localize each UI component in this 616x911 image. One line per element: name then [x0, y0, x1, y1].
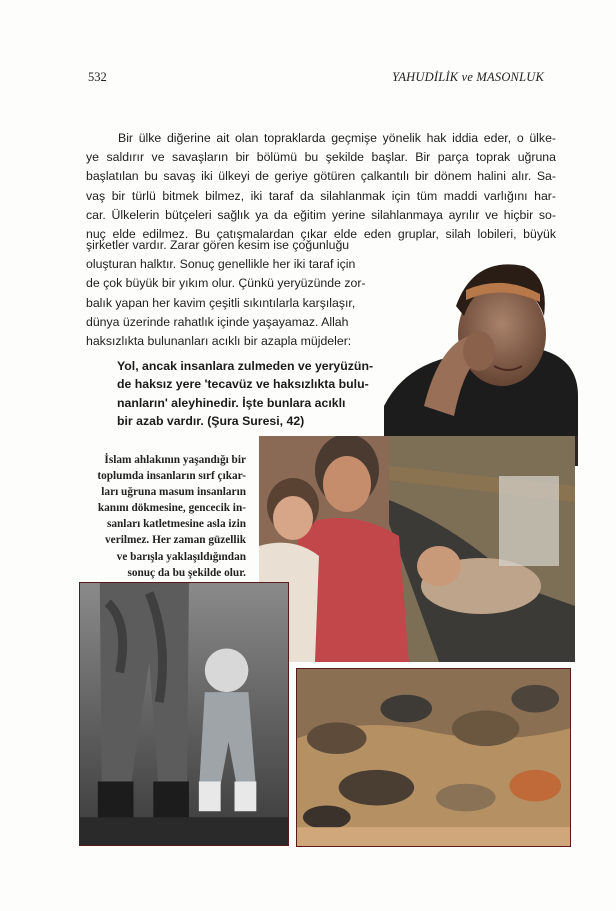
- text-line: nuç elde edilmez. Bu çatışmalardan çıkar elde eden gruplar, silah lobileri, büyük: [86, 227, 556, 242]
- photo-war-rubble: [296, 668, 571, 847]
- text-line: balık yapan her kavim çeşitli sıkıntılarla karşılaşır,: [86, 295, 356, 310]
- photo-grieving-woman: [384, 256, 578, 466]
- text-line: Bir ülke diğerine ait olan topraklarda geçmişe yönelik hak iddia eder, o ülke-: [118, 131, 556, 145]
- caption-line: kanını dökmesine, gencecik in-: [97, 502, 246, 515]
- text-line: de çok büyük bir yıkım olur. Çünkü yeryüzünde zor-: [86, 276, 366, 291]
- photo-soldier-and-child: [79, 582, 289, 846]
- quote-line: nanların' aleyhinedir. İşte bunlara acıklı: [117, 395, 346, 410]
- quote-line: de haksız yere 'tecavüz ve haksızlıkta bulu-: [117, 377, 369, 392]
- caption-line: verilmez. Her zaman güzellik: [105, 534, 246, 547]
- text-line: haksızlıkta bulunanları acıklı bir azapla müjdeler:: [86, 334, 352, 349]
- quote-line: bir azab vardır. (Şura Suresi, 42): [117, 413, 305, 428]
- photo-wounded-family: [259, 436, 575, 662]
- caption-line: ve barışla yaklaşıldığından: [116, 550, 246, 563]
- quote-line: Yol, ancak insanlara zulmeden ve yeryüzün-: [117, 359, 374, 373]
- text-line: şirketler vardır. Zarar gören kesim ise çoğunluğu: [86, 238, 350, 252]
- paragraph-continued: [86, 236, 376, 351]
- text-line: oluşturan halktır. Sonuç genellikle her iki taraf için: [86, 257, 356, 272]
- running-head: [88, 70, 544, 86]
- text-line: dünya üzerinde rahatlık içinde yaşayamaz. Allah: [86, 314, 349, 329]
- photo-caption: [88, 452, 246, 581]
- text-line: ye saldırır ve savaşların bir bölümü bu şekilde başlar. Bir parça toprak uğruna: [86, 150, 556, 165]
- caption-line: sanları katletmesine asla izin: [106, 518, 246, 531]
- page-number: 532: [88, 70, 107, 84]
- book-title: YAHUDİLİK ve MASONLUK: [392, 70, 544, 84]
- caption-line: İslam ahlakının yaşandığı bir: [104, 454, 246, 466]
- text-line: başlatılan bu savaş iki ülkeyi de geriye götüren çalkantılı bir dönem halini alır. Sa-: [86, 169, 556, 184]
- caption-line: toplumda insanların sırf çıkar-: [97, 470, 246, 483]
- paragraph-intro: [86, 129, 556, 244]
- text-line: vaş bir türlü bitmek bilmez, iki taraf da silahlanmak için tüm maddi varlığını har-: [86, 188, 556, 203]
- caption-line: ları uğruna masum insanların: [101, 486, 246, 499]
- text-line: car. Ülkelerin bütçeleri sağlık ya da eğitim yerine silahlanmaya ayrılır ve hiçbir so-: [86, 207, 556, 222]
- verse-quote: [117, 357, 375, 430]
- caption-line: sonuç da bu şekilde olur.: [127, 566, 246, 579]
